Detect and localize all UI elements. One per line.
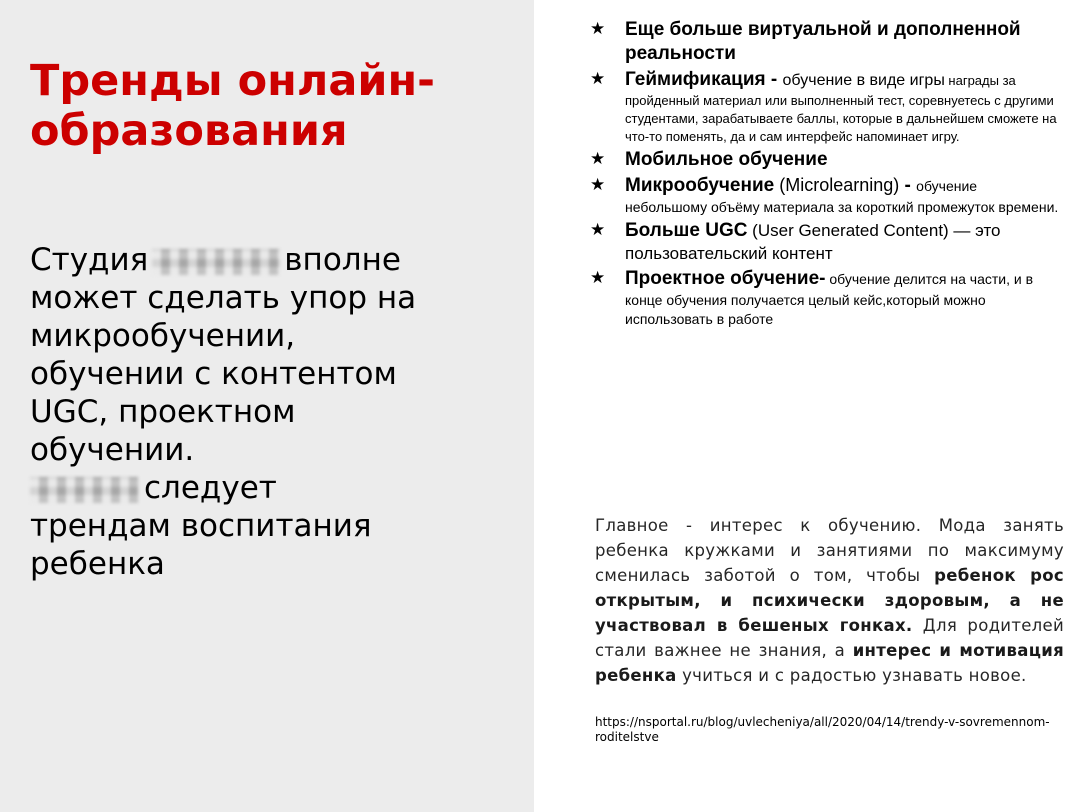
- trend-title: Проектное обучение-: [625, 268, 826, 289]
- star-bullet-icon: ★: [590, 149, 606, 169]
- trends-list: [590, 18, 1060, 331]
- trend-title: Еще больше виртуальной и дополненной реальности: [625, 19, 1021, 64]
- star-bullet-icon: ★: [590, 19, 606, 39]
- trend-title: Больше UGC: [625, 220, 748, 241]
- star-bullet-icon: ★: [590, 220, 606, 240]
- trend-desc: обучение делится на части, и в конце обучения получается целый кейс,который можно использовать в работе: [625, 271, 1034, 327]
- trend-item-mobile: [590, 148, 1060, 172]
- trend-title: Микрообучение: [625, 175, 775, 196]
- left-body-part1: Студия: [30, 242, 149, 278]
- star-bullet-icon: ★: [590, 268, 606, 288]
- left-body-text: [30, 241, 425, 583]
- trend-desc-small: награды за пройденный материал или выполненный тест, соревнуетесь с другими студентами, зарабатываете баллы, которые в дальнейшем сможете на что-то поменять, да и сам интерфейс напоминает игру.: [625, 73, 1057, 144]
- star-bullet-icon: ★: [590, 69, 606, 89]
- trend-item-vr-ar: [590, 18, 1060, 66]
- trend-title: Мобильное обучение: [625, 149, 828, 170]
- main-text-3: учиться и с радостью узнавать новое.: [676, 666, 1027, 685]
- redacted-studio-name-2: [30, 477, 138, 503]
- trend-item-gamification: [590, 68, 1060, 146]
- trend-paren: (Microlearning): [774, 175, 900, 195]
- source-url: https://nsportal.ru/blog/uvlecheniya/all/2020/04/14/trendy-v-sovremennom-roditelstve: [595, 715, 1050, 744]
- redacted-studio-name-1: [152, 249, 280, 275]
- main-bold-1: ребенок рос открытым, и психически здоровым, а не участвовал в бешеных гонках.: [595, 566, 1064, 635]
- star-bullet-icon: ★: [590, 175, 606, 195]
- main-text-2: Для родителей стали важнее не знания, а: [595, 616, 1064, 660]
- main-paragraph: [595, 513, 1064, 688]
- trend-desc: обучение в виде игры: [782, 72, 945, 89]
- trend-separator: -: [765, 69, 783, 90]
- main-bold-2: интерес и мотивация ребенка: [595, 641, 1064, 685]
- main-text-1: Главное - интерес к обучению. Мода занять ребенка кружками и занятиями по максимуму сменилась заботой о том, чтобы: [595, 516, 1064, 585]
- trend-title: Геймификация: [625, 69, 766, 90]
- trend-item-project: [590, 267, 1060, 329]
- trend-desc: обучение небольшому объёму материала за короткий промежуток времени.: [625, 178, 1059, 215]
- trend-item-ugc: [590, 219, 1060, 265]
- left-body-part3: следует трендам воспитания ребенка: [30, 470, 372, 582]
- trend-item-microlearning: [590, 174, 1060, 217]
- slide-title: Тренды онлайн-образования: [30, 56, 436, 156]
- left-panel: [0, 0, 534, 812]
- left-body-part2: вполне может сделать упор на микрообучении, обучении с контентом UGC, проектном обучении.: [30, 242, 417, 468]
- trend-separator: -: [899, 175, 917, 196]
- trend-desc: (User Generated Content) — это пользовательский контент: [625, 221, 1001, 263]
